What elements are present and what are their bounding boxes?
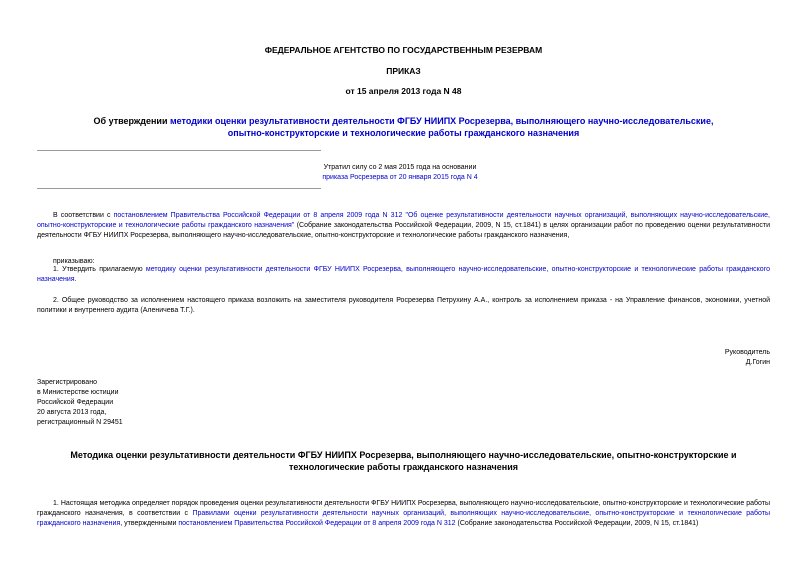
item-1-prefix: 1. Утвердить прилагаемую: [53, 266, 146, 273]
repeal-order-link[interactable]: приказа Росрезерва от 20 января 2015 года N 4: [322, 174, 478, 181]
item-1-paragraph: [37, 265, 770, 285]
registration-line: Зарегистрировано: [37, 379, 97, 386]
methodology-text-2: , утвержденными: [120, 520, 179, 527]
government-decree-link[interactable]: постановлением Правительства Российской Федерации от 8 апреля 2009 года N 312 "Об оценке результативности деятельности научных организаций, выполняющих научно-исследовательские, опытно-конструкторские и технологические работы гражданского назначения": [37, 212, 771, 229]
signature-block: [725, 348, 770, 368]
registration-line: Российской Федерации: [37, 399, 114, 406]
signature-name: Д.Гогин: [745, 359, 770, 366]
item-1-suffix: .: [74, 276, 77, 283]
methodology-link[interactable]: методику оценки результативности деятельности ФГБУ НИИПХ Росрезерва, выполняющего научно-исследовательские, опытно-конструкторские и технологические работы гражданского назначения: [37, 266, 770, 283]
preamble-text-1: В соответствии с: [53, 212, 114, 219]
order-title-prefix: Об утверждении: [93, 116, 170, 126]
methodology-text-1: 1. Настоящая методика определяет порядок проведения оценки результативности деятельности ФГБУ НИИПХ Росрезерва, выполняющего научно-исследовательские, опытно-конструкторские и технологические работы гражданского назначения, в соответствии с: [37, 500, 770, 517]
registration-line: регистрационный N 29451: [37, 419, 123, 426]
registration-line: в Министерстве юстиции: [37, 389, 119, 396]
doc-type-heading: ПРИКАЗ: [386, 66, 421, 76]
preamble-text-2: (Собрание законодательства Российской Федерации, 2009, N 15, ст.1841) в целях организации работ по проведению оценки результативности деятельности ФГБУ НИИПХ Росрезерва, выполняющего научно-исследовательские, опытно-конструкторские и технологические работы гражданского назначения,: [37, 222, 770, 239]
status-note: [250, 163, 550, 183]
order-title: [78, 115, 729, 139]
divider-top: [37, 150, 321, 151]
registration-block: [37, 378, 123, 428]
methodology-paragraph-1: [37, 499, 770, 529]
order-word: приказываю:: [53, 258, 95, 265]
agency-heading: ФЕДЕРАЛЬНОЕ АГЕНТСТВО ПО ГОСУДАРСТВЕННЫМ РЕЗЕРВАМ: [264, 45, 543, 55]
date-number-heading: от 15 апреля 2013 года N 48: [345, 86, 462, 96]
registration-line: 20 августа 2013 года,: [37, 409, 107, 416]
preamble-paragraph: [37, 211, 770, 241]
status-note-text: Утратил силу со 2 мая 2015 года на основании: [323, 164, 477, 171]
signature-role: Руководитель: [724, 349, 770, 356]
methodology-text-3: (Собрание законодательства Российской Федерации, 2009, N 15, ст.1841): [455, 520, 699, 527]
methodology-heading: Методика оценки результативности деятельности ФГБУ НИИПХ Росрезерва, выполняющего научно-исследовательские, опытно-конструкторские и технологические работы гражданского назначения: [70, 450, 737, 472]
divider-bottom: [37, 188, 321, 189]
rules-link[interactable]: Правилами оценки результативности деятельности научных организаций, выполняющих научно-исследовательские, опытно-конструкторские и технологические работы гражданского назначения: [37, 510, 770, 527]
item-2-paragraph: 2. Общее руководство за исполнением настоящего приказа возложить на заместителя руководителя Росрезерва Петрухину А.А., контроль за исполнением приказа - на Управление финансов, экономики, учетной политики и внутреннего аудита (Аленичева Т.Г.).: [37, 297, 770, 314]
decree-312-link[interactable]: постановлением Правительства Российской Федерации от 8 апреля 2009 года N 312: [178, 520, 456, 527]
methodology-title-link[interactable]: методики оценки результативности деятельности ФГБУ НИИПХ Росрезерва, выполняющего научно-исследовательские, опытно-конструкторские и технологические работы гражданского назначения: [170, 116, 714, 138]
